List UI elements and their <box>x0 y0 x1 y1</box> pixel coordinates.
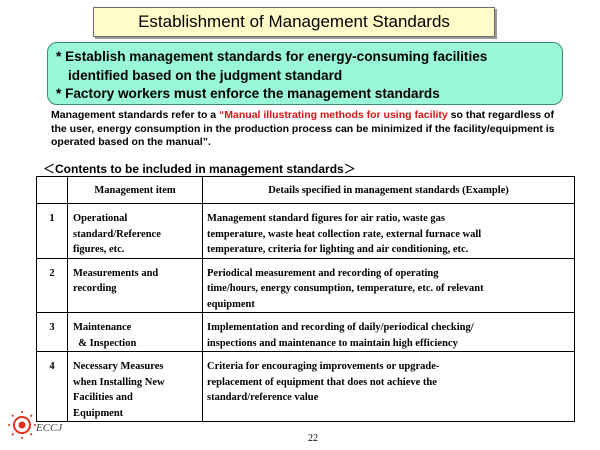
management-item-line: standard/Reference <box>73 228 161 240</box>
header-number <box>37 177 68 204</box>
bullet-line-1: * Establish management standards for energy-consuming facilities <box>56 49 488 64</box>
table-header-row <box>37 177 575 204</box>
header-details: Details specified in management standards (Example) <box>203 177 575 204</box>
header-management-item: Management item <box>68 177 203 204</box>
slide-title-text: Establishment of Management Standards <box>138 12 450 31</box>
management-item-line: Necessary Measures <box>73 361 164 372</box>
management-standards-table <box>36 176 575 422</box>
row-management-item <box>68 352 203 422</box>
details-line: temperature, criteria for lighting and air conditioning, etc. <box>207 244 469 255</box>
details-line: standard/reference value <box>207 392 319 403</box>
management-item-line: figures, etc. <box>73 244 125 255</box>
details-line: equipment <box>207 298 255 310</box>
row-details <box>203 204 575 259</box>
row-details <box>203 352 575 422</box>
row-number: 3 <box>37 313 68 352</box>
table-row <box>37 352 575 422</box>
contents-heading: ＜Contents to be included in management standards＞ <box>43 162 356 176</box>
management-item-line: Maintenance <box>73 322 132 333</box>
details-line: inspections and maintenance to maintain high efficiency <box>207 337 458 349</box>
details-line: time/hours, energy consumption, temperature, etc. of relevant <box>207 283 484 294</box>
details-line: temperature, waste heat collection rate, external furnace wall <box>207 228 482 240</box>
management-item-line: Operational <box>73 213 128 224</box>
table-row <box>37 313 575 352</box>
row-details <box>203 313 575 352</box>
logo-text: ECCJ <box>36 422 63 434</box>
management-item-line: Facilities and <box>73 392 133 403</box>
management-item-line: when Installing New <box>73 376 165 388</box>
row-number: 2 <box>37 258 68 313</box>
management-item-line: Measurements and <box>73 267 159 279</box>
intro-text-start: Management standards refer to a <box>51 109 220 121</box>
details-line: Management standard figures for air ratio, waste gas <box>207 213 445 224</box>
key-points-box <box>47 42 563 105</box>
details-line: replacement of equipment that does not achieve the <box>207 376 437 388</box>
details-line: Criteria for encouraging improvements or upgrade- <box>207 361 440 372</box>
intro-highlight: “Manual illustrating methods for using facility <box>219 109 448 121</box>
management-item-line: & Inspection <box>73 337 137 349</box>
row-number: 1 <box>37 204 68 259</box>
intro-text-end: so that regardless of the user, energy consumption in the production process can be minimized if the facility/equipment is operated based on the manual”. <box>51 109 555 148</box>
management-item-line: Equipment <box>73 407 124 419</box>
row-details <box>203 258 575 313</box>
row-management-item <box>68 258 203 313</box>
row-management-item <box>68 313 203 352</box>
table-row <box>37 258 575 313</box>
bullet-line-3: * Factory workers must enforce the management standards <box>56 86 440 101</box>
details-line: Implementation and recording of daily/periodical checking/ <box>207 322 474 333</box>
details-line: Periodical measurement and recording of operating <box>207 267 439 279</box>
row-management-item <box>68 204 203 259</box>
page-number: 22 <box>308 433 318 444</box>
row-number: 4 <box>37 352 68 422</box>
management-item-line: recording <box>73 283 117 294</box>
slide-title <box>93 7 495 37</box>
table-row <box>37 204 575 259</box>
intro-paragraph <box>51 109 571 150</box>
bullet-line-2: identified based on the judgment standard <box>68 67 343 83</box>
